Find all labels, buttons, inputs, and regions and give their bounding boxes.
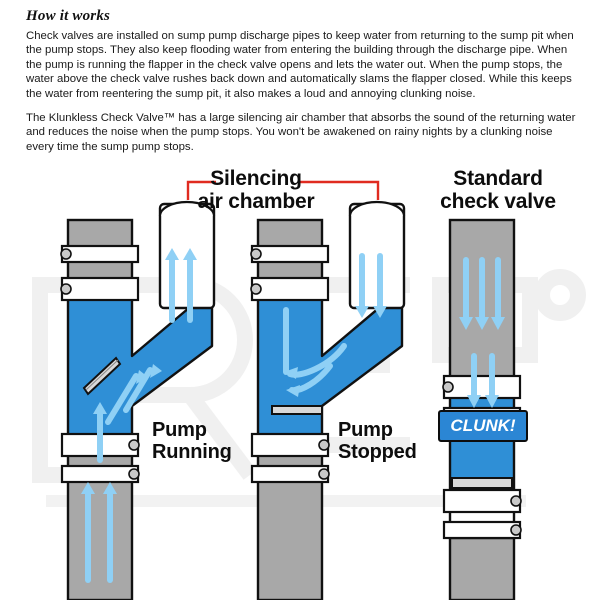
label-pump-stopped-line1: Pump <box>338 419 393 441</box>
clunk-badge: CLUNK! <box>438 410 528 442</box>
panel-pump-stopped <box>251 202 404 600</box>
label-silencing-line2: air chamber <box>197 189 315 213</box>
label-pump-running-line1: Pump <box>152 419 207 441</box>
paragraph-2: The Klunkless Check Valve™ has a large silencing air chamber that absorbs the sound of the returning water and reduces the noise when the pump stops. You won't be awakened on rainy nights by a clunking noise every time the sump pump stops. <box>26 112 576 153</box>
how-it-works-diagram <box>0 160 600 600</box>
diagram-svg <box>0 160 600 600</box>
label-pump-running-line2: Running <box>152 440 232 463</box>
paragraph-1: Check valves are installed on sump pump discharge pipes to keep water from returning to the sump pit when the pump stops. They also keep flooding water from entering the building through the discharge pipe. When the pump is running the flapper in the check valve opens and lets the water out. When the pump stops, the water above the check valve rushes back down and automatically slams the flapper closed. While this keeps the water from reentering the sump pit, it also makes a loud and annoying clunking noise. <box>26 30 574 100</box>
label-standard-line1: Standard <box>453 167 543 190</box>
label-standard-check-valve <box>418 168 578 213</box>
panel-pump-running <box>61 202 214 600</box>
article-text <box>26 8 578 164</box>
label-pump-running <box>152 420 272 463</box>
label-silencing-line1: Silencing <box>210 167 302 190</box>
label-standard-line2: check valve <box>440 189 556 213</box>
page-title: How it works <box>26 8 111 24</box>
label-pump-stopped-line2: Stopped <box>338 440 417 463</box>
label-silencing-air-chamber <box>176 168 336 213</box>
